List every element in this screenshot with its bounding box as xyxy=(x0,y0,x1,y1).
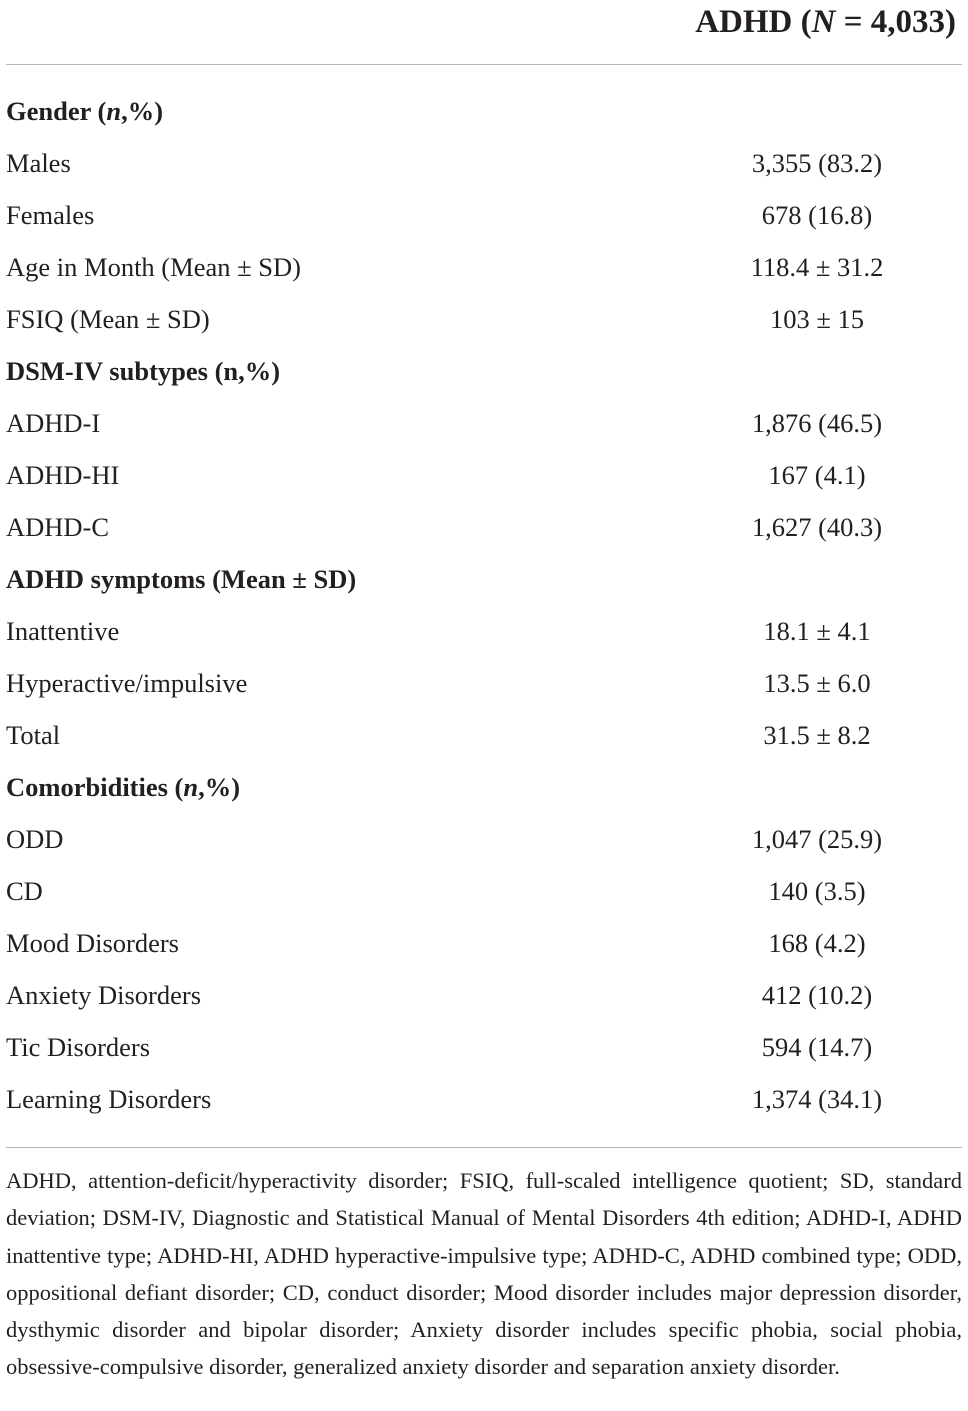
row-label: ADHD-C xyxy=(6,512,110,542)
row-value: 168 (4.2) xyxy=(768,928,866,958)
table-row xyxy=(6,449,962,501)
table-row-section xyxy=(6,761,962,813)
row-label: Total xyxy=(6,720,61,750)
row-value: 1,374 (34.1) xyxy=(751,1084,883,1114)
row-label: Tic Disorders xyxy=(6,1032,151,1062)
table-row xyxy=(6,1021,962,1073)
table-row xyxy=(6,293,962,345)
row-label-text: ADHD symptoms (Mean ± SD) xyxy=(6,564,357,594)
table-row-section xyxy=(6,85,962,137)
table-row xyxy=(6,605,962,657)
row-value: 1,876 (46.5) xyxy=(751,408,883,438)
table-row xyxy=(6,241,962,293)
table-row xyxy=(6,189,962,241)
row-label: CD xyxy=(6,876,43,906)
row-value: 31.5 ± 8.2 xyxy=(763,720,871,750)
row-label: Learning Disorders xyxy=(6,1084,212,1114)
table-row xyxy=(6,397,962,449)
row-value: 167 (4.1) xyxy=(768,460,866,490)
table-footnote: ADHD, attention-deficit/hyperactivity disorder; FSIQ, full-scaled intelligence quotient; SD, standard deviation; DSM-IV, Diagnostic and Statistical Manual of Mental Disorders 4th edition; ADHD-I, ADHD inattentive type; ADHD-HI, ADHD hyperactive-impulsive type; ADHD-C, ADHD combined type; ODD, oppositional defiant disorder; CD, conduct disorder; Mood disorder includes major depression disorder, dysthymic disorder and bipolar disorder; Anxiety disorder includes specific phobia, social phobia, obsessive-compulsive disorder, generalized anxiety disorder and separation anxiety disorder. xyxy=(6,1168,962,1380)
table-row xyxy=(6,917,962,969)
row-label: Inattentive xyxy=(6,616,120,646)
table-row xyxy=(6,969,962,1021)
column-header-symbol: N xyxy=(811,4,836,40)
row-label: Age in Month (Mean ± SD) xyxy=(6,252,301,282)
row-value: 18.1 ± 4.1 xyxy=(763,616,871,646)
row-value: 594 (14.7) xyxy=(761,1032,873,1062)
row-label-text: ,%) xyxy=(121,96,164,126)
table-row xyxy=(6,865,962,917)
table-row xyxy=(6,813,962,865)
row-label: Females xyxy=(6,200,95,230)
table-row xyxy=(6,709,962,761)
row-label: ADHD-I xyxy=(6,408,101,438)
row-label xyxy=(6,761,706,813)
table-row xyxy=(6,137,962,189)
row-value: 118.4 ± 31.2 xyxy=(750,252,884,282)
column-header-adhd xyxy=(695,0,956,44)
row-label-text: Comorbidities ( xyxy=(6,772,184,802)
table-body xyxy=(6,65,962,1125)
table-row-section xyxy=(6,345,962,397)
table-row xyxy=(6,501,962,553)
row-label: Hyperactive/impulsive xyxy=(6,668,248,698)
row-label-text: DSM-IV subtypes (n,%) xyxy=(6,356,281,386)
row-value: 1,627 (40.3) xyxy=(751,512,883,542)
table-row xyxy=(6,657,962,709)
row-value: 3,355 (83.2) xyxy=(751,148,883,178)
row-label-text: ,%) xyxy=(198,772,241,802)
row-label: Anxiety Disorders xyxy=(6,980,202,1010)
row-label xyxy=(6,85,706,137)
row-label-text: Gender ( xyxy=(6,96,107,126)
row-label: ADHD-HI xyxy=(6,460,120,490)
row-label-italic: n xyxy=(183,772,199,802)
row-label-italic: n xyxy=(106,96,122,126)
footnote-divider xyxy=(6,1147,962,1148)
table-header xyxy=(6,0,962,65)
row-label: ODD xyxy=(6,824,64,854)
row-value: 13.5 ± 6.0 xyxy=(763,668,871,698)
row-label: FSIQ (Mean ± SD) xyxy=(6,304,210,334)
row-value: 678 (16.8) xyxy=(761,200,873,230)
row-value: 103 ± 15 xyxy=(769,304,865,334)
column-header-prefix: ADHD ( xyxy=(695,4,812,40)
row-value: 140 (3.5) xyxy=(768,876,866,906)
row-label: Males xyxy=(6,148,71,178)
row-label xyxy=(6,553,706,605)
table-row-section xyxy=(6,553,962,605)
table-row xyxy=(6,1073,962,1125)
row-label xyxy=(6,345,706,397)
row-label: Mood Disorders xyxy=(6,928,179,958)
row-value: 1,047 (25.9) xyxy=(751,824,883,854)
row-value: 412 (10.2) xyxy=(761,980,873,1010)
column-header-suffix: = 4,033) xyxy=(835,4,956,40)
